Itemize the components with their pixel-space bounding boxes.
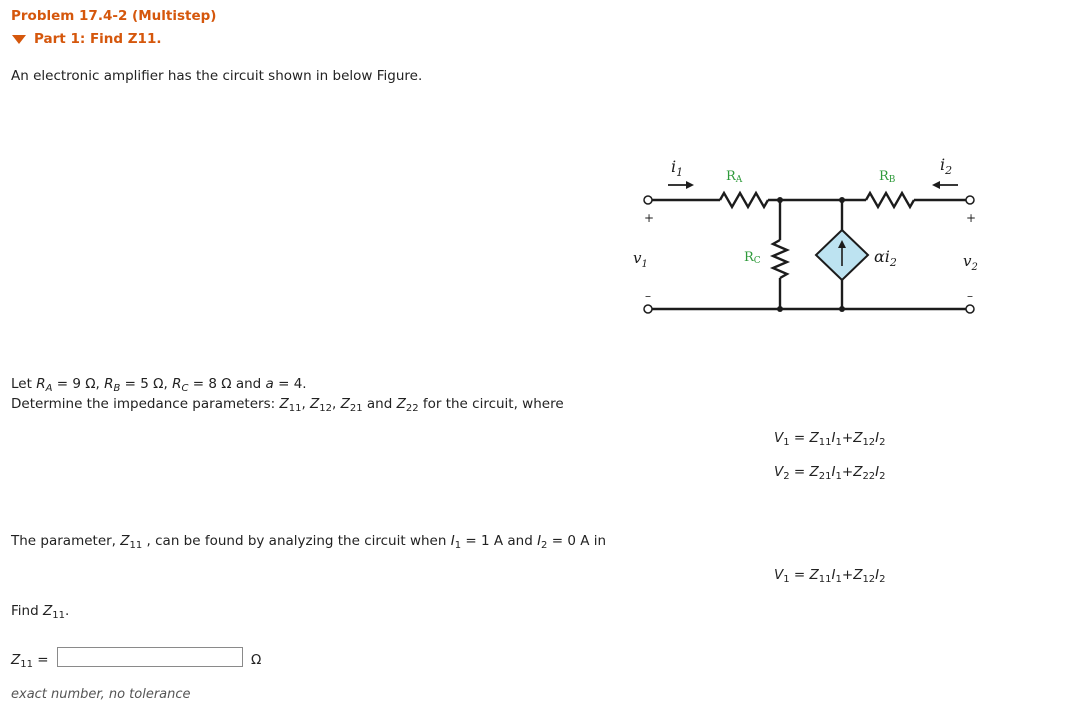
i1-arrow-head-icon — [686, 181, 694, 189]
resistor-ra — [720, 193, 768, 207]
parameter-text: The parameter, $Z_{11}$ , can be found by analyzing the circuit when $I_1 = 1$ A and $I_2 = 0$ A in — [11, 533, 607, 551]
terminal-1-bottom — [644, 305, 652, 313]
label-v1: $v_1$ — [633, 249, 648, 270]
answer-label: $Z_{11}$ = — [11, 652, 49, 670]
equation-v1-repeat: $V_1 = Z_{11}I_1+Z_{12}I_2$ — [774, 567, 886, 585]
label-ra: RA — [726, 169, 743, 185]
collapse-triangle-icon[interactable] — [12, 35, 26, 44]
junction-dot — [777, 197, 783, 203]
label-i1: $i_1$ — [671, 157, 684, 179]
z11-answer-input[interactable] — [57, 647, 243, 667]
tolerance-hint: exact number, no tolerance — [11, 687, 191, 702]
resistor-rb — [866, 193, 914, 207]
equation-v2: $V_2 = Z_{21}I_1+Z_{22}I_2$ — [774, 464, 886, 482]
equation-v1: $V_1 = Z_{11}I_1+Z_{12}I_2$ — [774, 430, 886, 448]
terminal-2-bottom — [966, 305, 974, 313]
label-rc: RC — [744, 250, 761, 266]
find-text: Find $Z_{11}$. — [11, 603, 70, 621]
amplifier-circuit-diagram — [630, 150, 1000, 325]
label-v1-minus: – — [645, 289, 651, 303]
part-label: Part 1: Find Z11. — [34, 31, 162, 47]
intro-text: An electronic amplifier has the circuit shown in below Figure. — [11, 68, 423, 84]
label-v2: $v_2$ — [963, 252, 978, 273]
label-v2-plus: + — [966, 211, 977, 225]
label-i2: $i_2$ — [940, 155, 953, 177]
part-toggle[interactable] — [12, 31, 161, 47]
label-rb: RB — [879, 169, 896, 185]
problem-title: Problem 17.4-2 (Multistep) — [11, 8, 217, 24]
label-v2-minus: – — [967, 289, 973, 303]
junction-dot — [839, 197, 845, 203]
terminal-1-top — [644, 196, 652, 204]
i2-arrow-head-icon — [932, 181, 940, 189]
unit-ohm: Ω — [251, 652, 262, 668]
junction-dot — [839, 306, 845, 312]
terminal-2-top — [966, 196, 974, 204]
junction-dot — [777, 306, 783, 312]
determine-text: Determine the impedance parameters: $Z_{11}$, $Z_{12}$, $Z_{21}$ and $Z_{22}$ for the circuit, where — [11, 396, 564, 414]
label-v1-plus: + — [644, 211, 655, 225]
resistor-rc — [773, 240, 787, 278]
label-source: $\alpha i_2$ — [874, 247, 897, 269]
given-values: Let $R_A = 9$ Ω, $R_B = 5$ Ω, $R_C = 8$ Ω and a = 4. — [11, 376, 307, 394]
